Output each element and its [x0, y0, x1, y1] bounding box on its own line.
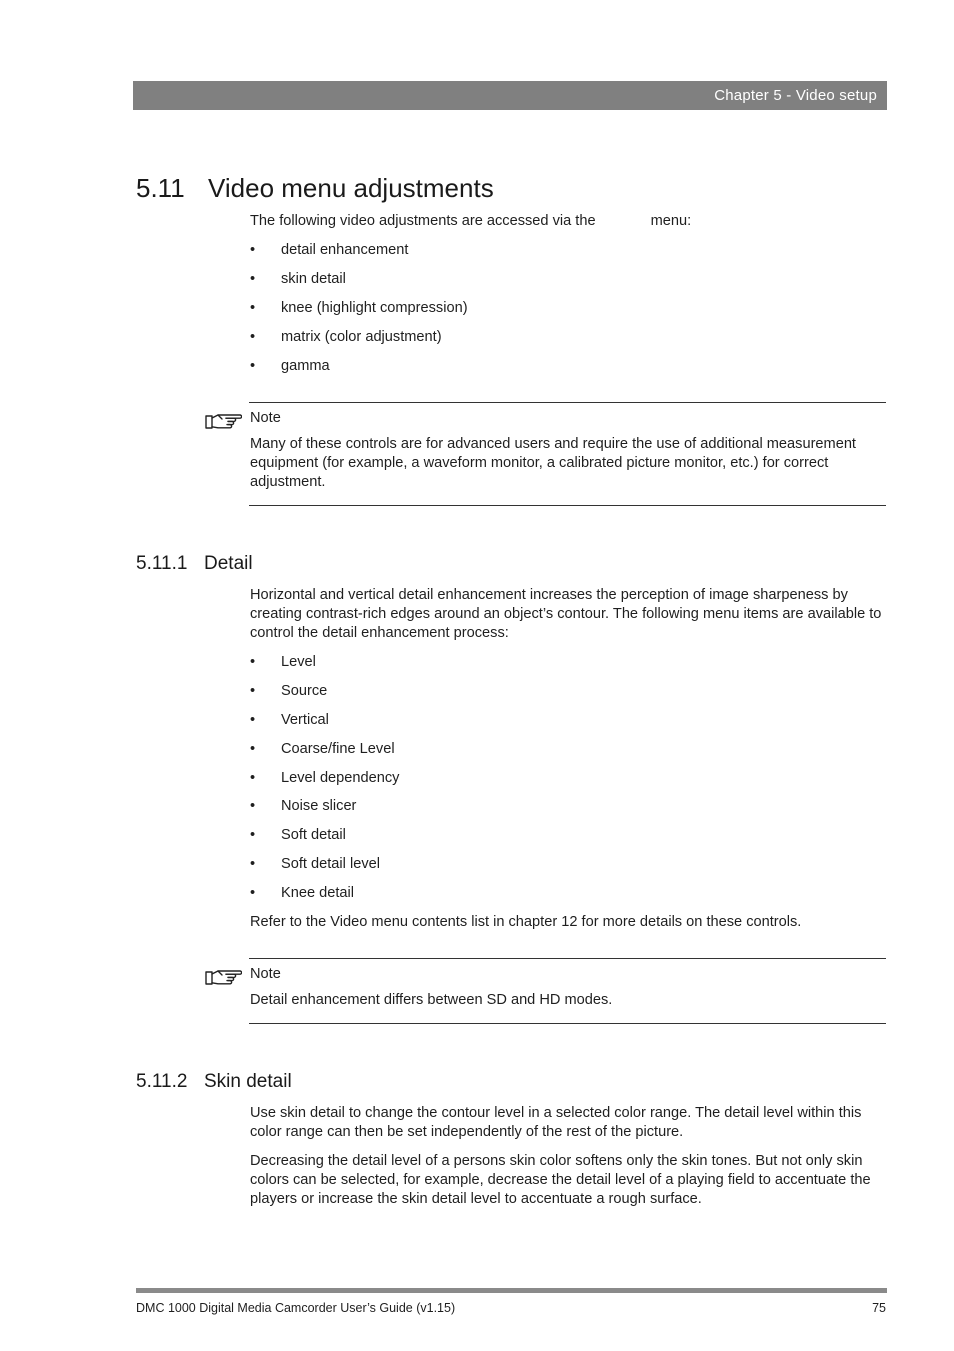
section-title: Video menu adjustments — [208, 173, 494, 203]
pointing-hand-icon — [204, 967, 242, 987]
chapter-title: Chapter 5 - Video setup — [714, 87, 877, 104]
pointing-hand-icon — [204, 411, 242, 431]
section-number: 5.11.1 — [136, 553, 188, 574]
footer-document-title: DMC 1000 Digital Media Camcorder User’s Guide (v1.15) — [136, 1301, 456, 1315]
note-bottom-rule — [249, 505, 886, 506]
note-bottom-rule — [249, 1023, 886, 1024]
section-number: 5.11.2 — [136, 1071, 188, 1092]
section-title: Detail — [204, 553, 253, 574]
note-top-rule — [249, 958, 886, 959]
detail-refer-text: Refer to the Video menu contents list in chapter 12 for more details on these controls. — [250, 914, 802, 930]
note-text: Many of these controls are for advanced users and require the use of additional measurement equipment (for example, a waveform monitor, a calibrated picture monitor, etc.) for correct adjustment. — [250, 436, 856, 490]
section-intro — [250, 212, 890, 231]
note-text: Detail enhancement differs between SD and HD modes. — [250, 992, 613, 1008]
skin-detail-paragraph-1: Use skin detail to change the contour level in a selected color range. The detail level within this color range can then be set independently of the rest of the picture. — [250, 1105, 862, 1140]
note-label: Note — [250, 410, 281, 426]
detail-intro: Horizontal and vertical detail enhancement increases the perception of image sharpeness by creating contrast-rich edges around an object’s contour. The following menu items are available to control the detail enhancement process: — [250, 587, 882, 641]
intro-text: The following video adjustments are accessed via the — [250, 213, 596, 229]
intro-text-end: menu: — [650, 213, 692, 229]
note-top-rule — [249, 402, 886, 403]
section-heading-5-11-1 — [136, 553, 253, 575]
section-number: 5.11 — [136, 173, 185, 203]
section-heading-5-11 — [136, 173, 494, 204]
chapter-header-bar — [133, 81, 887, 110]
skin-detail-paragraph-2: Decreasing the detail level of a persons skin color softens only the skin tones. But not only skin colors can be selected, for example, decrease the detail level of a playing field to accentuate the players or increase the skin detail level to accentuate a rough surface. — [250, 1153, 871, 1207]
section-title: Skin detail — [204, 1071, 292, 1092]
section-heading-5-11-2 — [136, 1071, 292, 1093]
page-number: 75 — [872, 1301, 886, 1315]
footer-bar — [136, 1288, 887, 1293]
note-label: Note — [250, 966, 281, 982]
